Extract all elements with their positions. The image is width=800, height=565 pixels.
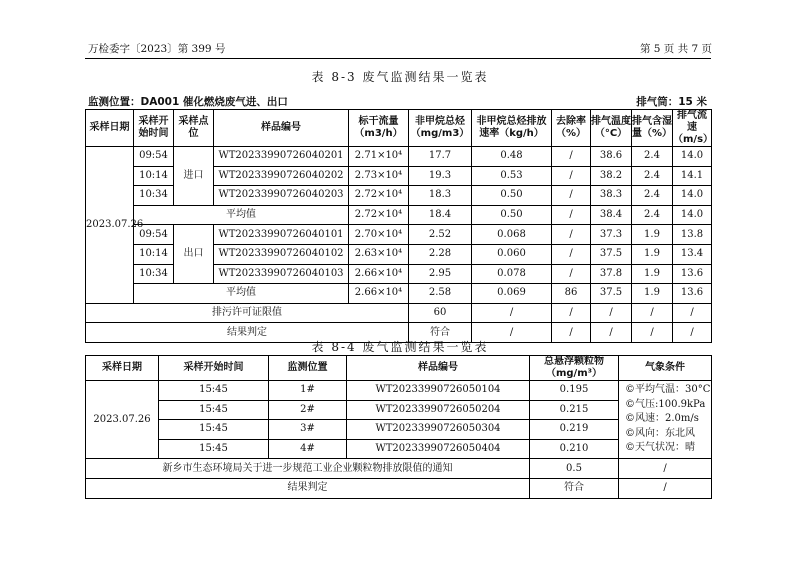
cell-rate: 0.50 — [472, 205, 552, 225]
cell-flow: 2.70×10⁴ — [349, 225, 409, 245]
cell-removal: 86 — [552, 284, 591, 304]
cell-rate: 0.078 — [472, 264, 552, 284]
cell-position: 1# — [269, 381, 347, 401]
cell-tsp: 0.210 — [530, 439, 619, 459]
sampling-date: 2023.07.26 — [86, 147, 134, 304]
cell-time: 10:34 — [134, 264, 174, 284]
cell-time: 09:54 — [134, 225, 174, 245]
cell-tsp: 符合 — [530, 478, 619, 498]
cell-conc: 2.58 — [409, 284, 472, 304]
cell-conc: 符合 — [409, 323, 472, 343]
col-header: 监测位置 — [269, 356, 347, 381]
cell-sample-id: WT20233990726040203 — [214, 186, 349, 206]
cell-removal: / — [552, 323, 591, 343]
cell-rate: 0.48 — [472, 147, 552, 167]
verdict-label: 结果判定 — [86, 478, 530, 498]
cell-humidity: 1.9 — [632, 244, 673, 264]
cell-conc: 60 — [409, 303, 472, 323]
cell-flow: 2.66×10⁴ — [349, 284, 409, 304]
cell-velocity: 14.0 — [673, 147, 712, 167]
report-number: 万检委字〔2023〕第 399 号 — [88, 43, 226, 55]
particulate-results-table-8-4 — [85, 355, 712, 499]
sampling-point-inlet: 进口 — [174, 147, 214, 206]
average-label: 平均值 — [134, 284, 349, 304]
cell-temp: 37.5 — [591, 284, 632, 304]
sampling-date: 2023.07.26 — [86, 381, 159, 459]
col-header: 采样点位 — [174, 110, 214, 147]
limit-notice-label: 新乡市生态环境局关于进一步规范工业企业颗粒物排放限值的通知 — [86, 459, 530, 479]
cell-flow: 2.71×10⁴ — [349, 147, 409, 167]
weather-conditions — [619, 381, 712, 459]
exhaust-results-table-8-3 — [85, 109, 712, 343]
cell-tsp: 0.5 — [530, 459, 619, 479]
weather-line: ©平均气温：30°C — [625, 384, 711, 396]
cell-rate: 0.53 — [472, 166, 552, 186]
col-header: 样品编号 — [347, 356, 530, 381]
col-header: 总悬浮颗粒物（mg/m³） — [530, 356, 619, 381]
cell-sample-id: WT20233990726040102 — [214, 244, 349, 264]
table-row-limit — [86, 303, 712, 323]
cell-time: 15:45 — [159, 439, 269, 459]
header-rule — [85, 58, 711, 59]
cell-sample-id: WT20233990726050304 — [347, 420, 530, 440]
cell-temp: 38.2 — [591, 166, 632, 186]
cell-temp: 38.3 — [591, 186, 632, 206]
cell-time: 15:45 — [159, 400, 269, 420]
cell-rate: 0.069 — [472, 284, 552, 304]
cell-velocity: 13.4 — [673, 244, 712, 264]
cell-flow: 2.66×10⁴ — [349, 264, 409, 284]
cell-rate: / — [472, 323, 552, 343]
monitoring-location: 监测位置：DA001 催化燃烧废气进、出口 — [88, 96, 288, 108]
cell-sample-id: WT20233990726040201 — [214, 147, 349, 167]
cell-humidity: / — [632, 303, 673, 323]
cell-conc: 17.7 — [409, 147, 472, 167]
cell-removal: / — [552, 225, 591, 245]
cell-sample-id: WT20233990726050404 — [347, 439, 530, 459]
cell-flow: 2.63×10⁴ — [349, 244, 409, 264]
cell-tsp: 0.219 — [530, 420, 619, 440]
cell-velocity: / — [673, 303, 712, 323]
permit-limit-label: 排污许可证限值 — [86, 303, 409, 323]
cell-weather: / — [619, 478, 712, 498]
cell-time: 10:14 — [134, 244, 174, 264]
cell-time: 09:54 — [134, 147, 174, 167]
cell-conc: 2.28 — [409, 244, 472, 264]
cell-weather: / — [619, 459, 712, 479]
cell-removal: / — [552, 244, 591, 264]
table-row — [86, 439, 712, 459]
cell-removal: / — [552, 205, 591, 225]
table-header-row — [86, 356, 712, 381]
cell-tsp: 0.215 — [530, 400, 619, 420]
table-header-row — [86, 110, 712, 147]
cell-velocity: 13.6 — [673, 284, 712, 304]
cell-velocity: 14.1 — [673, 166, 712, 186]
cell-tsp: 0.195 — [530, 381, 619, 401]
cell-humidity: 2.4 — [632, 166, 673, 186]
cell-velocity: 14.0 — [673, 205, 712, 225]
cell-rate: 0.068 — [472, 225, 552, 245]
col-header: 排气流速（m/s） — [673, 110, 714, 145]
table-row-verdict — [86, 478, 712, 498]
cell-position: 4# — [269, 439, 347, 459]
table-row — [86, 381, 712, 401]
sampling-point-outlet: 出口 — [174, 225, 214, 284]
cell-flow: 2.72×10⁴ — [349, 205, 409, 225]
cell-velocity: 14.0 — [673, 186, 712, 206]
cell-sample-id: WT20233990726050104 — [347, 381, 530, 401]
cell-humidity: 2.4 — [632, 147, 673, 167]
col-header: 采样日期 — [86, 110, 134, 147]
cell-temp: 37.8 — [591, 264, 632, 284]
table-row — [86, 400, 712, 420]
cell-humidity: 1.9 — [632, 225, 673, 245]
col-header: 采样开始时间 — [134, 110, 174, 147]
cell-removal: / — [552, 166, 591, 186]
table-row-average — [86, 284, 712, 304]
col-header: 非甲烷总烃排放速率（kg/h） — [472, 110, 552, 147]
col-header: 非甲烷总烃（mg/m3） — [409, 110, 472, 147]
cell-temp: / — [591, 323, 632, 343]
table-row — [86, 147, 712, 167]
cell-sample-id: WT20233990726040202 — [214, 166, 349, 186]
weather-line: ©天气状况：晴 — [625, 442, 695, 454]
cell-humidity: 2.4 — [632, 186, 673, 206]
cell-velocity: 13.8 — [673, 225, 712, 245]
cell-temp: / — [591, 303, 632, 323]
cell-removal: / — [552, 303, 591, 323]
cell-time: 10:34 — [134, 186, 174, 206]
cell-conc: 2.95 — [409, 264, 472, 284]
cell-removal: / — [552, 186, 591, 206]
cell-sample-id: WT20233990726050204 — [347, 400, 530, 420]
cell-time: 15:45 — [159, 381, 269, 401]
col-header: 去除率（%） — [552, 110, 591, 147]
col-header: 排气含湿量（%） — [632, 110, 673, 147]
table2-title: 表 8-4 废气监测结果一览表 — [311, 340, 489, 354]
cell-temp: 38.6 — [591, 147, 632, 167]
table-row-limit — [86, 459, 712, 479]
cell-rate: / — [472, 303, 552, 323]
col-header: 标干流量（m3/h） — [349, 110, 409, 147]
col-header: 气象条件 — [619, 356, 712, 381]
table-row — [86, 420, 712, 440]
cell-rate: 0.50 — [472, 186, 552, 206]
cell-conc: 2.52 — [409, 225, 472, 245]
cell-rate: 0.060 — [472, 244, 552, 264]
cell-velocity: / — [673, 323, 712, 343]
cell-sample-id: WT20233990726040103 — [214, 264, 349, 284]
table-row-average — [86, 205, 712, 225]
cell-time: 10:14 — [134, 166, 174, 186]
col-header: 排气温度（°C） — [591, 110, 632, 147]
cell-sample-id: WT20233990726040101 — [214, 225, 349, 245]
page-indicator: 第 5 页 共 7 页 — [639, 43, 712, 55]
cell-conc: 18.3 — [409, 186, 472, 206]
cell-conc: 19.3 — [409, 166, 472, 186]
verdict-label: 结果判定 — [86, 323, 409, 343]
col-header: 采样日期 — [86, 356, 159, 381]
weather-line: ©风速：2.0m/s — [625, 413, 699, 425]
cell-time: 15:45 — [159, 420, 269, 440]
cell-position: 3# — [269, 420, 347, 440]
cell-humidity: / — [632, 323, 673, 343]
cell-flow: 2.73×10⁴ — [349, 166, 409, 186]
cell-humidity: 1.9 — [632, 284, 673, 304]
cell-position: 2# — [269, 400, 347, 420]
cell-removal: / — [552, 264, 591, 284]
cell-humidity: 1.9 — [632, 264, 673, 284]
cell-humidity: 2.4 — [632, 205, 673, 225]
weather-line: ©气压:100.9kPa — [625, 398, 706, 410]
table1-location-bar — [85, 92, 711, 108]
table-row — [86, 225, 712, 245]
average-label: 平均值 — [134, 205, 349, 225]
cell-conc: 18.4 — [409, 205, 472, 225]
stack-height: 排气筒：15 米 — [636, 96, 707, 108]
cell-temp: 37.3 — [591, 225, 632, 245]
col-header: 样品编号 — [214, 110, 349, 147]
cell-flow: 2.72×10⁴ — [349, 186, 409, 206]
cell-temp: 38.4 — [591, 205, 632, 225]
cell-velocity: 13.6 — [673, 264, 712, 284]
table1-title: 表 8-3 废气监测结果一览表 — [311, 70, 489, 84]
col-header: 采样开始时间 — [159, 356, 269, 381]
cell-removal: / — [552, 147, 591, 167]
cell-temp: 37.5 — [591, 244, 632, 264]
weather-line: ©风向：东北风 — [625, 427, 695, 439]
